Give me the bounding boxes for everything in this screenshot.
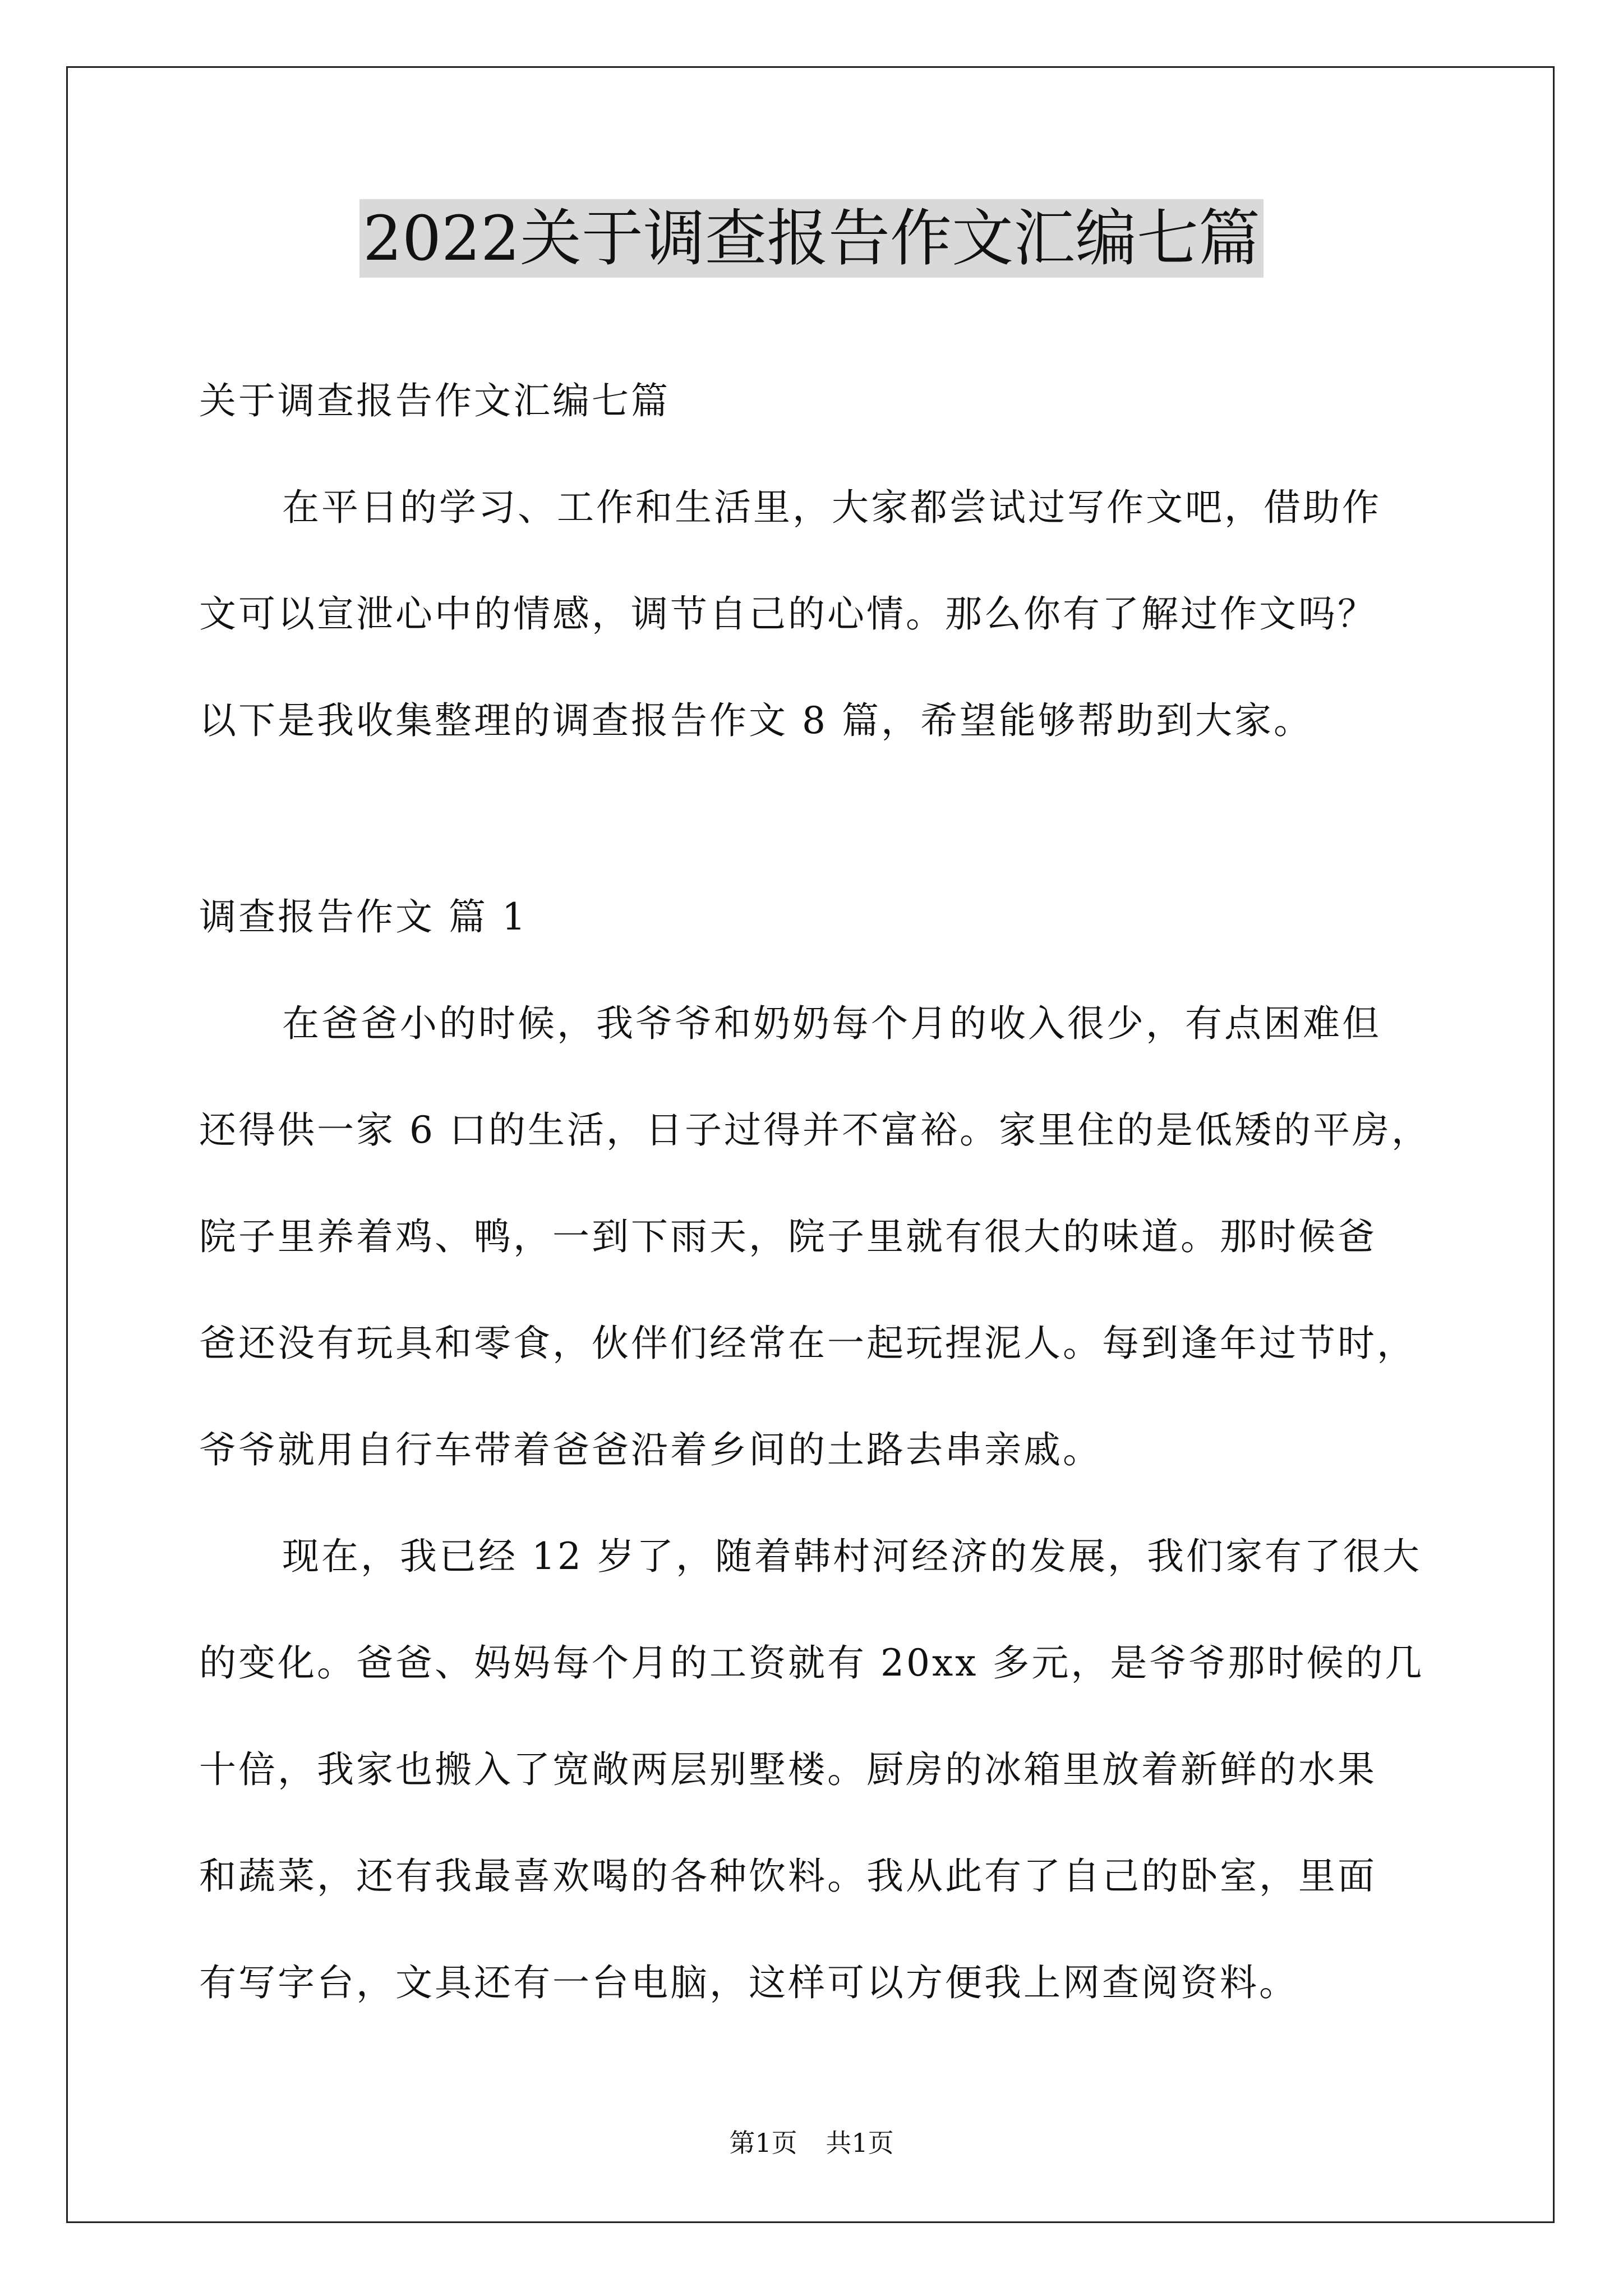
page-footer [0,2126,1623,2160]
section-heading: 调查报告作文 篇 1 [199,895,528,938]
intro-line: 文可以宣泄心中的情感，调节自己的心情。那么你有了解过作文吗？ [199,592,1377,636]
paragraph-line: 的变化。爸爸、妈妈每个月的工资就有 20xx 多元，是爷爷那时候的几 [199,1641,1424,1685]
paragraph-line: 现在，我已经 12 岁了，随着韩村河经济的发展，我们家有了很大 [282,1535,1422,1578]
paragraph-line: 爷爷就用自行车带着爸爸沿着乡间的土路去串亲戚。 [199,1428,1102,1471]
section-spacer [199,774,1461,864]
page-total: 共1页 [826,2128,894,2158]
paragraph-line: 十倍，我家也搬入了宽敞两层别墅楼。厨房的冰箱里放着新鲜的水果 [199,1748,1377,1791]
document-body [199,348,1461,2036]
paragraph-line: 有写字台，文具还有一台电脑，这样可以方便我上网查阅资料。 [199,1961,1298,2004]
paragraph-line: 爸还没有玩具和零食，伙伴们经常在一起玩捏泥人。每到逢年过节时， [199,1322,1416,1365]
intro-line: 以下是我收集整理的调查报告作文 8 篇，希望能够帮助到大家。 [199,699,1313,742]
paragraph-line: 还得供一家 6 口的生活，日子过得并不富裕。家里住的是低矮的平房， [199,1108,1431,1152]
title-container [0,199,1623,278]
page-number: 第1页 [729,2128,797,2158]
paragraph-line: 和蔬菜，还有我最喜欢喝的各种饮料。我从此有了自己的卧室，里面 [199,1855,1377,1898]
paragraph-line: 院子里养着鸡、鸭，一到下雨天，院子里就有很大的味道。那时候爸 [199,1215,1377,1258]
paragraph-line: 在爸爸小的时候，我爷爷和奶奶每个月的收入很少，有点困难但 [282,1002,1381,1045]
document-subtitle: 关于调查报告作文汇编七篇 [199,379,670,422]
intro-line: 在平日的学习、工作和生活里，大家都尝试过写作文吧，借助作 [282,486,1381,529]
document-title: 2022关于调查报告作文汇编七篇 [359,199,1264,278]
